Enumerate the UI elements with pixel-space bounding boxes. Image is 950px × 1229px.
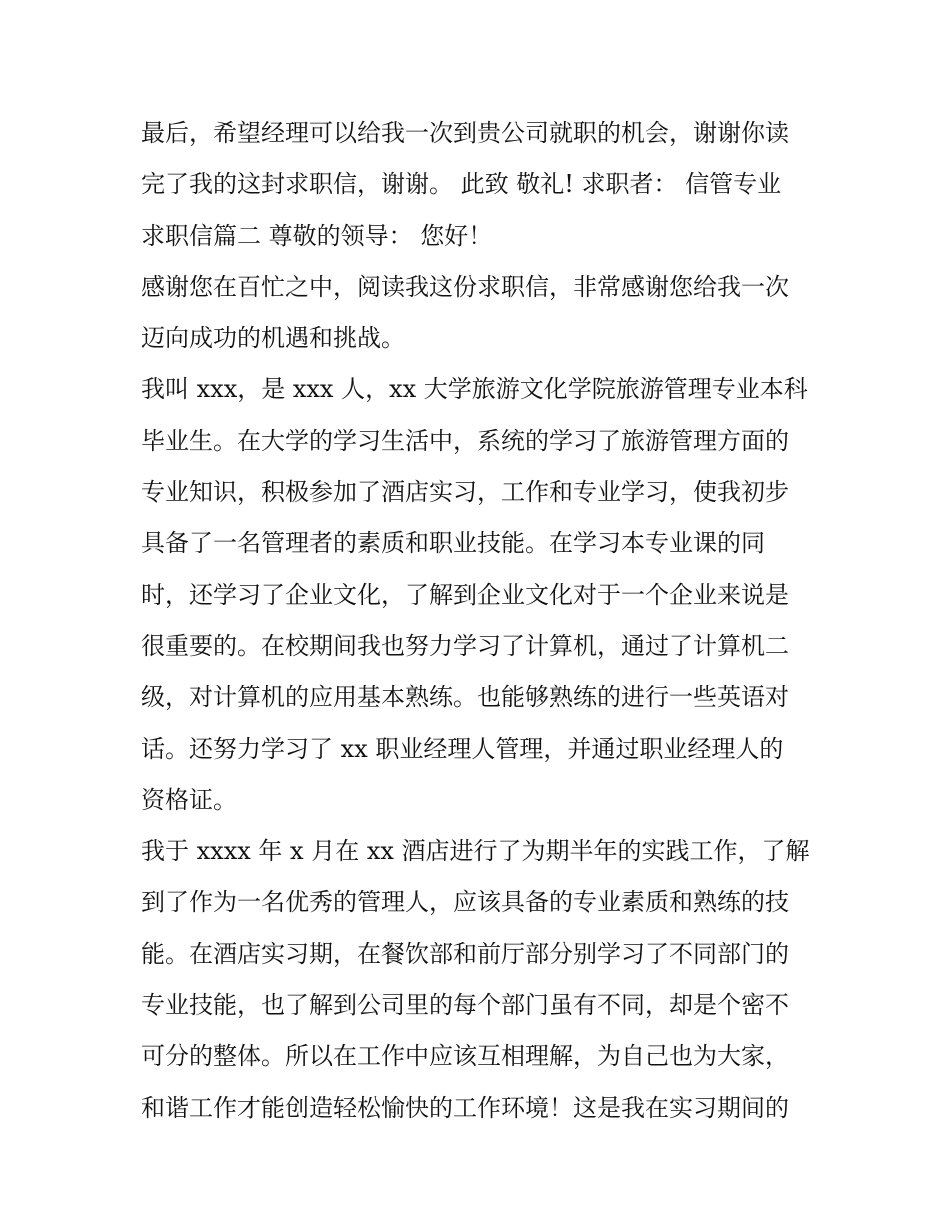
document-body (141, 108, 821, 1134)
text-line: 求职信篇二 尊敬的领导： 您好！ (141, 221, 493, 250)
text-line: 专业技能，也了解到公司里的每个部门虽有不同，却是个密不 (141, 991, 789, 1020)
text-line: 感谢您在百忙之中，阅读我这份求职信，非常感谢您给我一次 (141, 272, 789, 301)
text-line: 我叫 xxx，是 xxx 人，xx 大学旅游文化学院旅游管理专业本科 (141, 375, 808, 404)
text-line: 最后，希望经理可以给我一次到贵公司就职的机会，谢谢你读 (141, 119, 789, 147)
text-line: 资格证。 (141, 785, 237, 814)
text-line: 时，还学习了企业文化，了解到企业文化对于一个企业来说是 (141, 580, 789, 609)
text-line: 我于 xxxx 年 x 月在 xx 酒店进行了为期半年的实践工作，了解 (141, 837, 810, 866)
text-line: 话。还努力学习了 xx 职业经理人管理，并通过职业经理人的 (141, 734, 784, 763)
text-line: 具备了一名管理者的素质和职业技能。在学习本专业课的同 (141, 529, 765, 558)
text-line: 毕业生。在大学的学习生活中，系统的学习了旅游管理方面的 (141, 426, 789, 455)
text-line: 专业知识，积极参加了酒店实习，工作和专业学习，使我初步 (141, 478, 789, 507)
text-line: 完了我的这封求职信，谢谢。 此致 敬礼! 求职者： 信管专业 (141, 170, 782, 199)
text-line: 迈向成功的机遇和挑战。 (141, 324, 405, 353)
text-line: 级，对计算机的应用基本熟练。也能够熟练的进行一些英语对 (141, 683, 789, 712)
text-line: 能。在酒店实习期，在餐饮部和前厅部分别学习了不同部门的 (141, 939, 789, 968)
text-line: 可分的整体。所以在工作中应该互相理解，为自己也为大家， (141, 1042, 789, 1071)
text-line: 和谐工作才能创造轻松愉快的工作环境！这是我在实习期间的 (141, 1093, 789, 1122)
text-line: 到了作为一名优秀的管理人，应该具备的专业素质和熟练的技 (141, 888, 789, 917)
text-line: 很重要的。在校期间我也努力学习了计算机，通过了计算机二 (141, 631, 789, 660)
